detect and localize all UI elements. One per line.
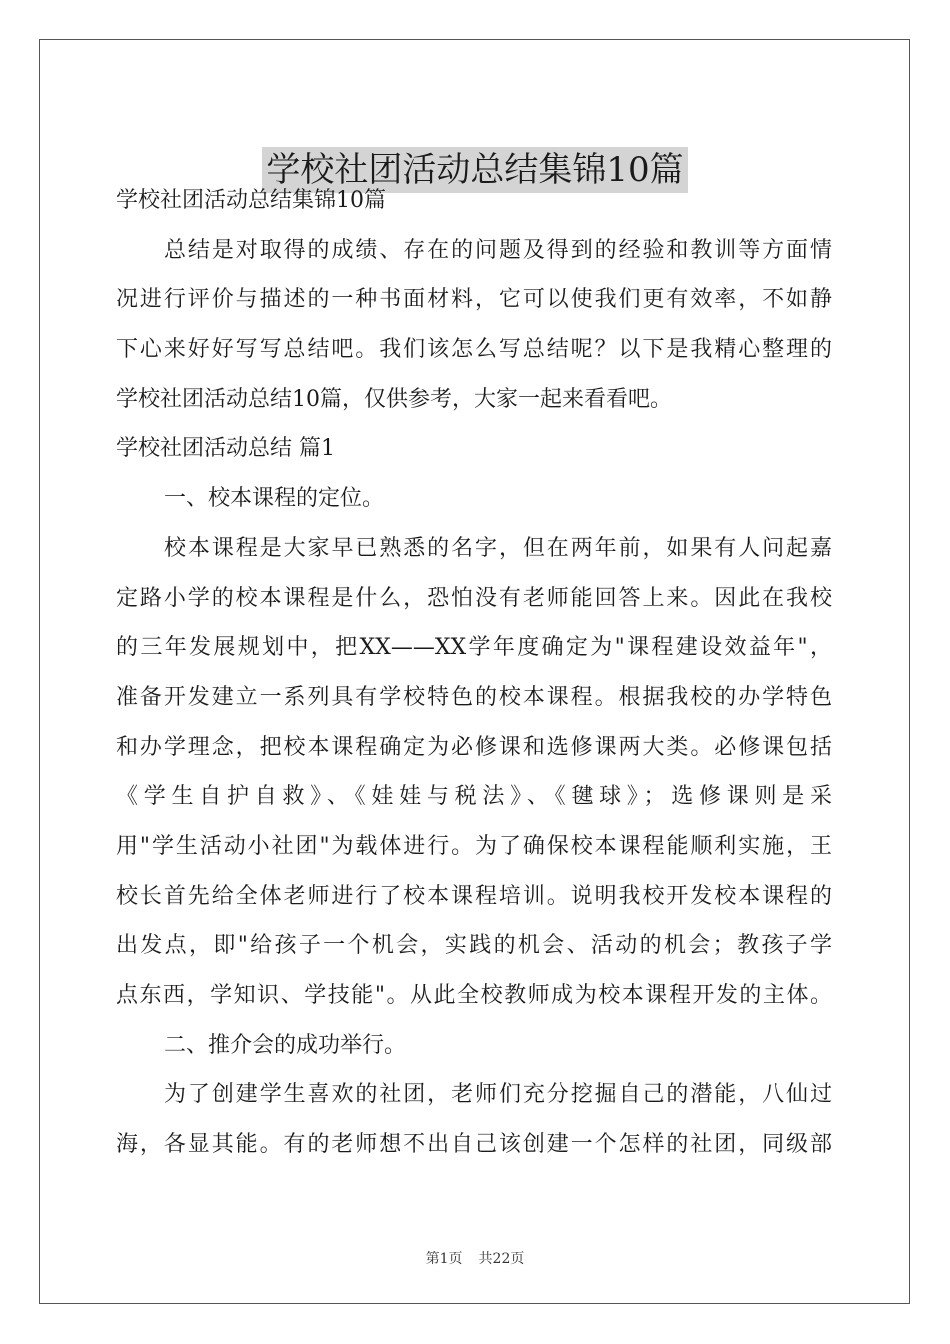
paragraph-line: 《学生自护自救》、《娃娃与税法》、《毽球》；选修课则是采 xyxy=(116,784,832,810)
paragraph-line: 海，各显其能。有的老师想不出自己该创建一个怎样的社团，同级部 xyxy=(116,1132,832,1158)
page-number: 第1页 xyxy=(425,1251,463,1267)
document-title: 学校社团活动总结集锦10篇 xyxy=(262,147,687,193)
paragraph-line: 下心来好好写写总结吧。我们该怎么写总结呢？以下是我精心整理的 xyxy=(116,337,832,363)
section-heading: 学校社团活动总结集锦10篇 xyxy=(116,188,386,213)
paragraph-line: 学校社团活动总结10篇，仅供参考，大家一起来看看吧。 xyxy=(116,386,672,412)
document-body xyxy=(116,176,832,1170)
paragraph-line: 一、校本课程的定位。 xyxy=(164,486,385,512)
paragraph-line: 校长首先给全体老师进行了校本课程培训。说明我校开发校本课程的 xyxy=(116,883,832,909)
paragraph-line: 总结是对取得的成绩、存在的问题及得到的经验和教训等方面情 xyxy=(164,237,832,263)
section-heading: 学校社团活动总结 篇1 xyxy=(116,436,335,462)
page-total: 共22页 xyxy=(478,1251,525,1267)
paragraph-line: 定路小学的校本课程是什么，恐怕没有老师能回答上来。因此在我校 xyxy=(116,585,832,611)
paragraph-line: 和办学理念，把校本课程确定为必修课和选修课两大类。必修课包括 xyxy=(116,734,832,760)
paragraph-line: 的三年发展规划中，把XX——XX学年度确定为"课程建设效益年"， xyxy=(116,635,832,661)
paragraph-line: 况进行评价与描述的一种书面材料，它可以使我们更有效率，不如静 xyxy=(116,287,832,313)
paragraph-line: 点东西，学知识、学技能"。从此全校教师成为校本课程开发的主体。 xyxy=(116,983,832,1008)
paragraph-line: 出发点，即"给孩子一个机会，实践的机会、活动的机会；教孩子学 xyxy=(116,933,832,959)
paragraph-line: 为了创建学生喜欢的社团，老师们充分挖掘自己的潜能，八仙过 xyxy=(164,1082,832,1108)
paragraph-line: 准备开发建立一系列具有学校特色的校本课程。根据我校的办学特色 xyxy=(116,684,832,710)
page-footer xyxy=(0,1248,950,1268)
paragraph-line: 用"学生活动小社团"为载体进行。为了确保校本课程能顺利实施，王 xyxy=(116,833,832,859)
paragraph-line: 二、推介会的成功举行。 xyxy=(164,1032,407,1058)
paragraph-line: 校本课程是大家早已熟悉的名字，但在两年前，如果有人问起嘉 xyxy=(164,535,832,561)
